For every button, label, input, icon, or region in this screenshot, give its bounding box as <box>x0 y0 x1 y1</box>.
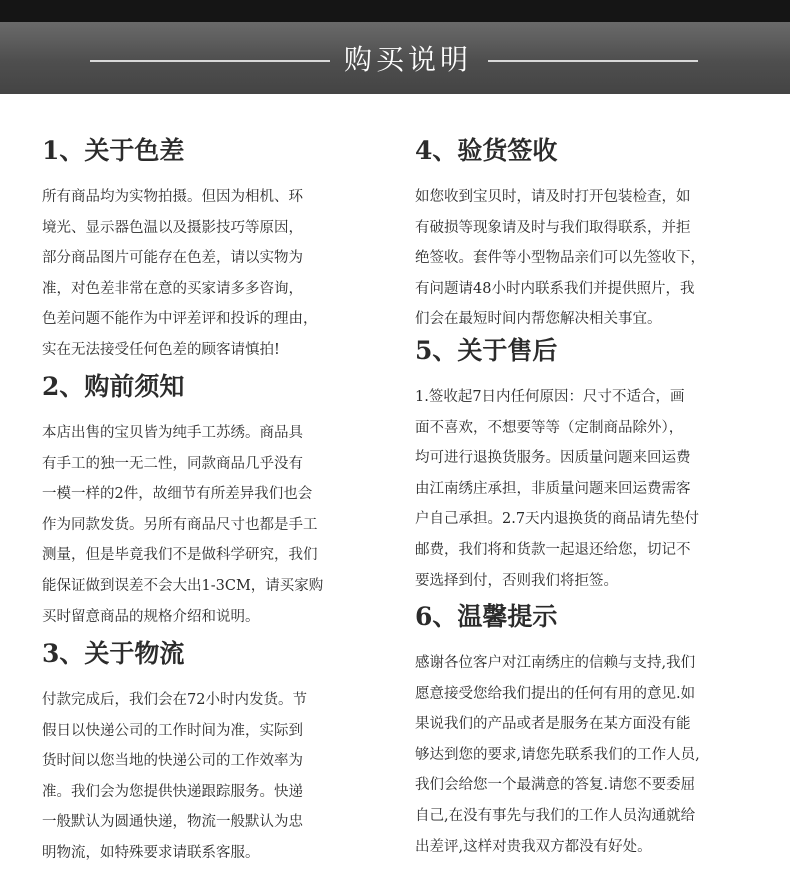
body-line: 能保证做到误差不会大出1-3CM，请买家购 <box>42 577 324 594</box>
body-line: 本店出售的宝贝皆为纯手工苏绣。商品具 <box>42 425 303 441</box>
body-line: 明物流，如特殊要求请联系客服。 <box>42 844 260 861</box>
section-title: 4、验货签收 <box>415 136 558 165</box>
body-line: 由江南绣庄承担，非质量问题来回运费需客 <box>415 480 691 497</box>
body-line: 如您收到宝贝时，请及时打开包装检查，如 <box>415 189 691 205</box>
body-line: 出差评,这样对贵我双方都没有好处。 <box>415 838 652 855</box>
body-line: 有手工的独一无二性，同款商品几乎没有 <box>42 455 303 472</box>
section-title: 3、关于物流 <box>42 639 185 668</box>
section-title: 2、购前须知 <box>42 372 185 401</box>
body-line: 要选择到付，否则我们将拒签。 <box>415 572 618 589</box>
body-line: 所有商品均为实物拍摄。但因为相机、环 <box>42 189 303 205</box>
body-line: 假日以快递公司的工作时间为准，实际到 <box>42 722 303 739</box>
section-logistics <box>42 637 307 869</box>
section-pre-purchase <box>42 370 323 632</box>
section-title: 6、温馨提示 <box>415 602 558 631</box>
body-line: 有问题请48小时内联系我们并提供照片，我 <box>415 280 695 297</box>
body-line: 准。我们会为您提供快递跟踪服务。快递 <box>42 783 303 800</box>
body-line: 部分商品图片可能存在色差，请以实物为 <box>42 250 303 267</box>
section-title: 1、关于色差 <box>42 136 185 165</box>
section-color-difference <box>42 134 318 366</box>
body-line: 一般默认为圆通快递，物流一般默认为忠 <box>42 814 303 831</box>
body-line: 实在无法接受任何色差的顾客请慎拍! <box>42 341 280 358</box>
body-line: 愿意接受您给我们提出的任何有用的意见.如 <box>415 685 696 702</box>
page-header <box>0 22 790 94</box>
body-line: 户自己承担。2.7天内退换货的商品请先垫付 <box>415 511 700 528</box>
section-title: 5、关于售后 <box>415 336 558 365</box>
body-line: 买时留意商品的规格介绍和说明。 <box>42 608 260 625</box>
body-line: 邮费，我们将和货款一起退还给您，切记不 <box>415 541 691 558</box>
section-after-sales <box>415 334 699 596</box>
section-body <box>42 182 318 366</box>
section-body <box>415 182 705 335</box>
body-line: 绝签收。套件等小型物品亲们可以先签收下， <box>415 250 705 267</box>
header-divider-right <box>488 60 698 62</box>
body-line: 有破损等现象请及时与我们取得联系，并拒 <box>415 219 691 236</box>
body-line: 1.签收起7日内任何原因：尺寸不适合，画 <box>415 389 685 405</box>
body-line: 果说我们的产品或者是服务在某方面没有能 <box>415 716 691 733</box>
body-line: 自己,在没有事先与我们的工作人员沟通就给 <box>415 807 696 824</box>
body-line: 感谢各位客户对江南绣庄的信赖与支持,我们 <box>415 655 696 671</box>
body-line: 测量，但是毕竟我们不是做科学研究，我们 <box>42 547 318 564</box>
page-title: 购买说明 <box>343 43 472 76</box>
body-line: 够达到您的要求,请您先联系我们的工作人员, <box>415 746 700 763</box>
section-tips <box>415 600 700 862</box>
body-line: 货时间以您当地的快递公司的工作效率为 <box>42 753 303 770</box>
body-line: 面不喜欢，不想要等等（定制商品除外）， <box>415 419 684 436</box>
body-line: 们会在最短时间内帮您解决相关事宜。 <box>415 311 662 328</box>
body-line: 色差问题不能作为中评差评和投诉的理由， <box>42 311 318 328</box>
section-body <box>415 648 700 862</box>
section-inspection <box>415 134 705 335</box>
body-line: 作为同款发货。另所有商品尺寸也都是手工 <box>42 516 318 533</box>
body-line: 准，对色差非常在意的买家请多多咨询， <box>42 280 303 297</box>
section-body <box>415 382 699 596</box>
section-body <box>42 418 323 632</box>
body-line: 境光、显示器色温以及摄影技巧等原因， <box>42 219 303 236</box>
section-body <box>42 685 307 869</box>
body-line: 我们会给您一个最满意的答复.请您不要委屈 <box>415 777 696 794</box>
body-line: 一模一样的2件，故细节有所差异我们也会 <box>42 486 313 503</box>
header-divider-left <box>90 60 330 62</box>
top-dark-band <box>0 0 790 22</box>
body-line: 均可进行退换货服务。因质量问题来回运费 <box>415 450 691 467</box>
body-line: 付款完成后，我们会在72小时内发货。节 <box>42 692 307 708</box>
